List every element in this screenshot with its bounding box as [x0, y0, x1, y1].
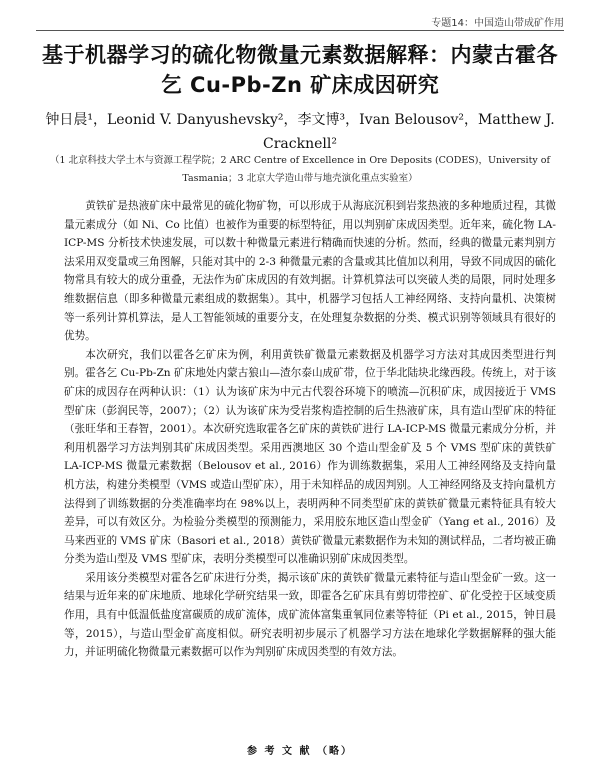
paper-title: 基于机器学习的硫化物微量元素数据解释：内蒙古霍各乞 Cu-Pb-Zn 矿床成因研究 — [42, 43, 558, 97]
header-rule — [36, 30, 564, 31]
paragraph: 黄铁矿是热液矿床中最常见的硫化物矿物，可以形成于从海底沉积到岩浆热液的多种地质过程，其微量元素成分（如 Ni、Co 比值）也被作为重要的标型特征，用以判别矿床成因类型。近年来，硫化物 LA-ICP-MS 分析技术快速发展，可以数十种微量元素进行精确而快速的分析。然而，经典的微量元素判别方法采用双变量或三角图解，只能对其中的 2-3 种微量元素的含量或其比值加以利用，导致不同成因的硫化物常具有较大的成分重叠，无法作为矿床成因的有效判据。计算机算法可以突破人类的局限，同时处理多维数据信息（即多种微量元素组成的数据集）。其中，机器学习包括人工神经网络、支持向量机、决策树等一系列计算机算法，是人工智能领域的重要分支，在处理复杂数据的分类、模式识别等领域具有很好的优势。 — [64, 200, 556, 343]
paragraph: 本次研究，我们以霍各乞矿床为例，利用黄铁矿微量元素数据及机器学习方法对其成因类型进行判别。霍各乞 Cu-Pb-Zn 矿床地处内蒙古狼山—渣尔泰山成矿带，位于华北陆块北缘西段。传统上，对于该矿床的成因存在两种认识：（1）认为该矿床为中元古代裂谷环境下的喷流—沉积矿床，成因接近于 VMS 型矿床（彭润民等，2007）；（2）认为该矿床为受岩浆构造控制的后生热液矿床，具有造山型矿床的特征（张旺华和王春智，2001）。本次研究选取霍各乞矿床的黄铁矿进行 LA-ICP-MS 微量元素成分分析，并利用机器学习方法判别其矿床成因类型。采用西澳地区 30 个造山型金矿及 5 个 VMS 型矿床的黄铁矿 LA-ICP-MS 微量元素数据（Belousov et al., 2016）作为训练数据集，采用人工神经网络及支持向量机方法，构建分类模型（VMS 或造山型矿床），用于未知样品的成因判别。人工神经网络及支持向量机方法得到了训练数据的分类准确率均在 98%以上，表明两种不同类型矿床的黄铁矿微量元素特征具有较大差异，可以有效区分。为检验分类模型的预测能力，采用胶东地区造山型金矿（Yang et al., 2016）及马来西亚的 VMS 矿床（Basori et al., 2018）黄铁矿微量元素数据作为未知的测试样品，二者均被正确分类为造山型及 VMS 型矿床，表明分类模型可以准确识别矿床成因类型。 — [64, 348, 556, 566]
author-list: 钟日晨¹，Leonid V. Danyushevsky²，李文博³，Ivan Belousov²，Matthew J. Cracknell² — [45, 112, 555, 152]
paragraph: 采用该分类模型对霍各乞矿床进行分类，揭示该矿床的黄铁矿微量元素特征与造山型金矿一致。这一结果与近年来的矿床地质、地球化学研究结果一致，即霍各乞矿床具有剪切带控矿、矿化受控于区域变质作用，具有中低温低盐度富碳质的成矿流体，成矿流体富集重氧同位素等特征（Pi et al., 2015，钟日晨等，2015），与造山型金矿高度相似。研究表明初步展示了机器学习方法在地球化学数据解释的强大能力，并证明硫化物微量元素数据可以作为判别矿床成因类型的有效方法。 — [64, 571, 556, 659]
affiliations: （1 北京科技大学土木与资源工程学院；2 ARC Centre of Excellence in Ore Deposits (CODES)，University of Tasmania；3 北京大学造山带与地壳演化重点实验室） — [49, 155, 551, 184]
running-header: 专题14：中国造山带成矿作用 — [431, 18, 564, 29]
abstract-body — [64, 197, 556, 662]
references-heading: 参 考 文 献 （略） — [247, 746, 353, 757]
